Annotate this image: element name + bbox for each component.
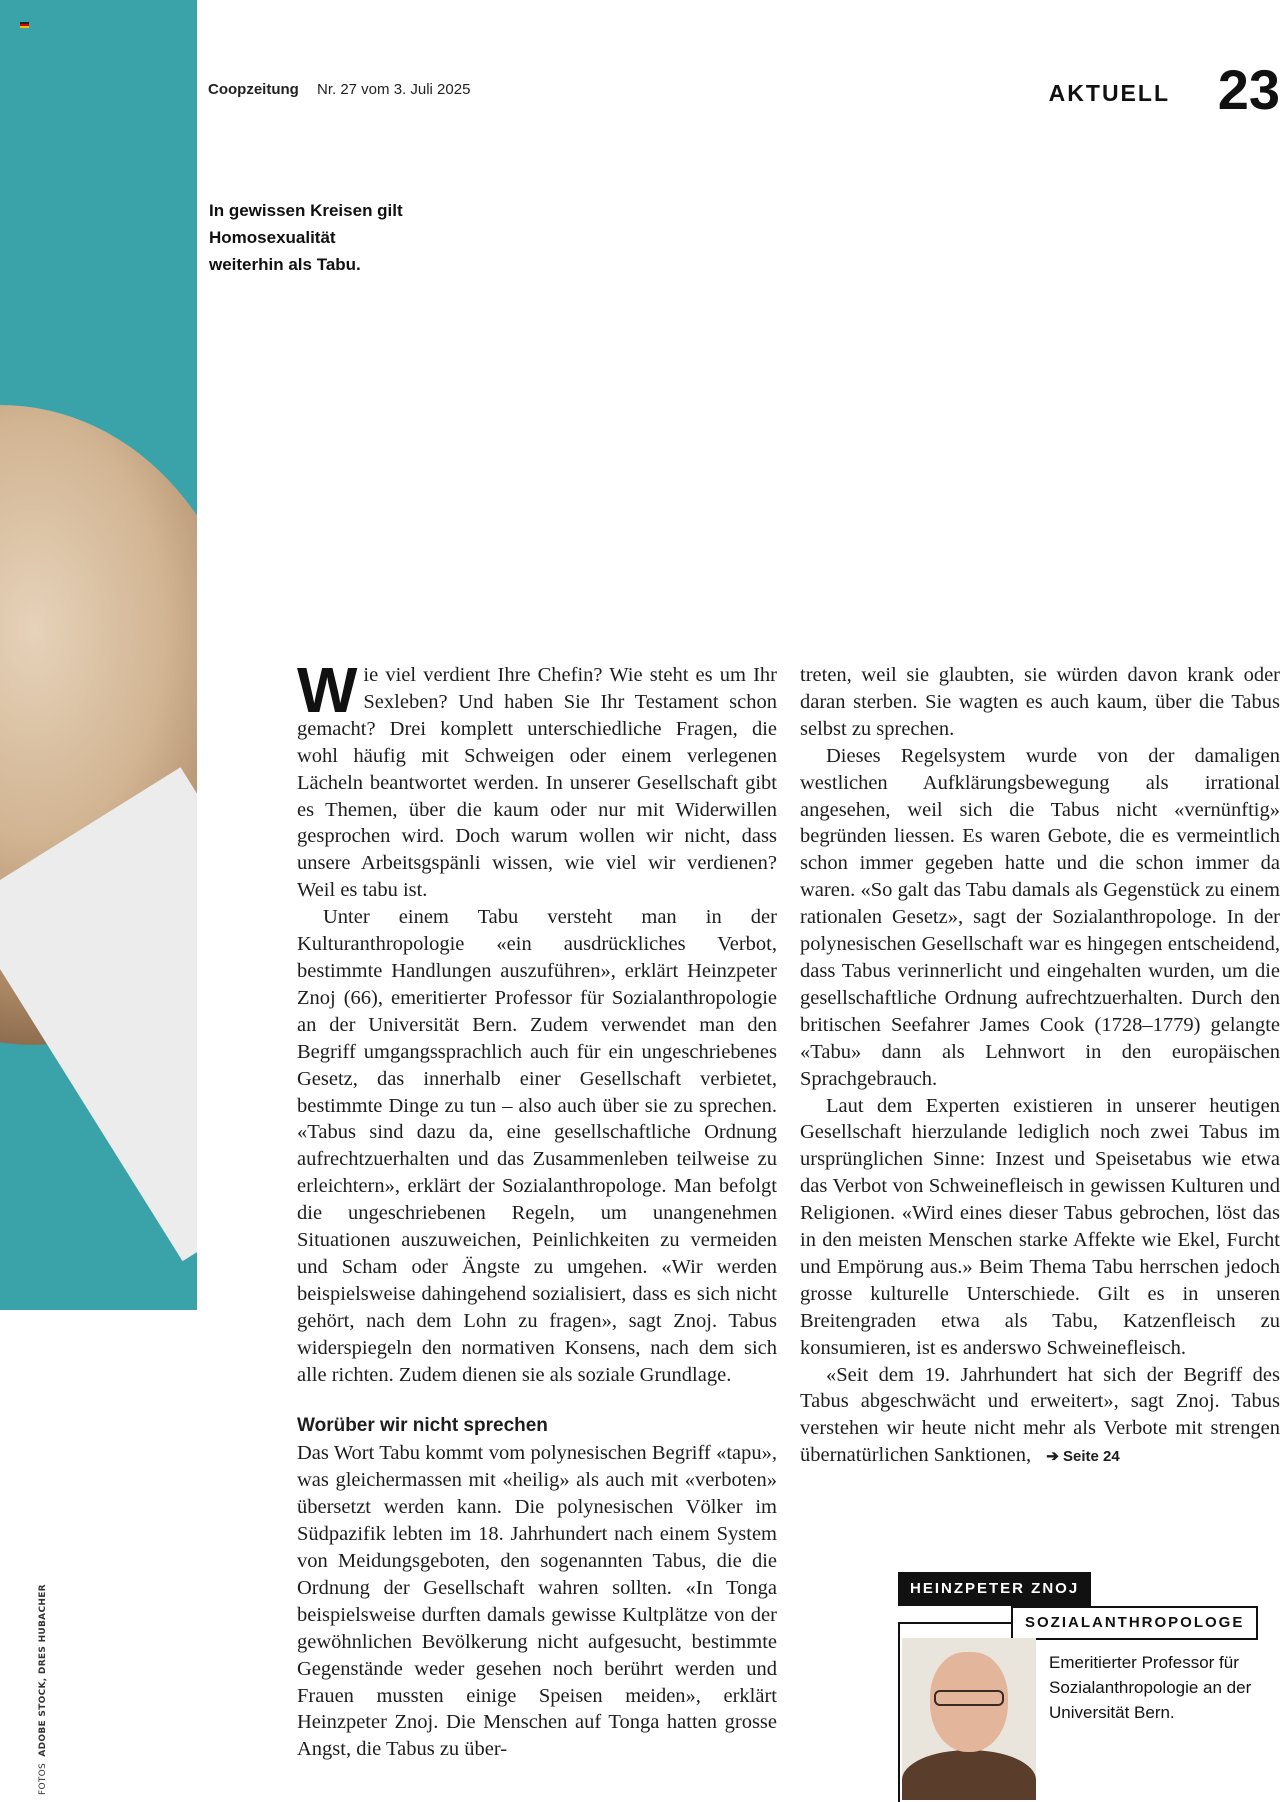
portrait-body [902,1750,1036,1800]
flag-icon [20,22,29,28]
glasses-icon [934,1690,1004,1706]
article-paragraph: Unter einem Tabu versteht man in der Kulturanthropologie «ein ausdrückliches Verbot, bestimmte Handlungen auszuführen», erklärt Heinzpeter Znoj (66), emeritierter Professor für Sozialanthropologie an der Universität Bern. Zudem verwendet man den Begriff umgangssprachlich auch für ein ungeschriebenes Gesetz, das innerhalb einer Gesellschaft verbietet, bestimmte Dinge zu tun – also auch über sie zu sprechen. «Tabus sind dazu da, eine gesellschaftliche Ordnung aufrechtzuerhalten und das Zusammenleben teilweise zu erleichtern», erklärt der Sozialanthropologe. Man befolgt die ungeschriebenen Regeln, um unangenehmen Situationen auszuweichen, Peinlichkeiten zu vermeiden und Scham oder Ängste zu umgehen. «Wir werden beispielsweise dahingehend sozialisiert, dass es sich nicht gehört, nach dem Lohn zu fragen», sagt Znoj. Tabus widerspiegeln den normativen Konsens, nach dem sich alle richten. Zudem dienen sie als soziale Grundlage. [297,906,777,1386]
article-subhead: Worüber wir nicht sprechen [297,1415,548,1437]
expert-role: SOZIALANTHROPOLOGE [1011,1606,1258,1640]
credit-names: ADOBE STOCK, DRES HUBACHER [38,1584,48,1757]
publication-name: Coopzeitung [208,81,299,98]
paragraph-text: ie viel verdient Ihre Chefin? Wie steht es um Ihr Sexleben? Und haben Sie Ihr Testament schon gemacht? Drei komplett unterschiedliche Fragen, die wohl häufig mit Schweigen oder einem verlegenen Lächeln beantwortet werden. In unserer Gesellschaft gibt es Themen, über die kaum oder nur mit Widerwillen gesprochen wird. Doch warum wollen wir nicht, dass unsere Arbeitsgspänli wissen, wie viel wir verdienen? Weil es tabu ist. [297,664,777,902]
page-header [208,81,470,98]
expert-portrait [902,1638,1036,1800]
hero-photo [0,0,197,1310]
page-number: 23 [1217,58,1280,121]
expert-description: Emeritierter Professor für Sozialanthropologie an der Universität Bern. [1049,1653,1252,1722]
article-paragraph [297,654,777,904]
section-label: AKTUELL [1048,80,1170,106]
paragraph-text: «Seit dem 19. Jahrhundert hat sich der Begriff des Tabus abgeschwächt und erweitert», sagt Znoj. Tabus verstehen wir heute nicht mehr als Verbote mit strengen übernatürlichen Sanktionen, [800,1363,1280,1467]
article-paragraph: Laut dem Experten existieren in unserer heutigen Gesellschaft hierzulande lediglich noch zwei Tabus im ursprünglichen Sinne: Inzest und Speisetabus wie etwa das Verbot von Schweinefleisch in gewissen Kulturen und Religionen. «Wird eines dieser Tabus gebrochen, löst das in den meisten Menschen starke Affekte wie Ekel, Furcht und Empörung aus.» Beim Thema Tabu herrschen jedoch grosse kulturelle Unterschiede. Gilt es in unseren Breitengraden etwa als Tabu, Katzenfleisch zu konsumieren, ist es anderswo Schweinefleisch. [800,1094,1280,1359]
photo-credit [38,1584,48,1795]
article-paragraph [800,1362,1280,1472]
expert-name: HEINZPETER ZNOJ [898,1572,1091,1606]
dropcap: W [297,654,358,726]
article-column-2 [800,662,1280,1471]
photo-caption: In gewissen Kreisen gilt Homosexualität weiterhin als Tabu. [209,201,403,274]
article-column-1 [297,654,777,1763]
expert-info-box [898,1572,1280,1800]
article-paragraph: treten, weil sie glaubten, sie würden davon krank oder daran sterben. Sie wagten es auch kaum, über die Tabus selbst zu sprechen. [800,664,1280,740]
continued-link[interactable]: ➔ Seite 24 [1046,1448,1120,1466]
credit-label: FOTOS [38,1762,48,1795]
article-paragraph: Das Wort Tabu kommt vom polynesischen Begriff «tapu», was gleichermassen mit «heilig» als auch mit «verboten» übersetzt werden kann. Die polynesischen Völker im Südpazifik lebten im 18. Jahrhundert nach einem System von Meidungsgeboten, den sogenannten Tabus, die die Ordnung der Gesellschaft wahren sollten. «In Tonga beispielsweise durften damals gewisse Kultplätze von der gewöhnlichen Bevölkerung nicht aufgesucht, bestimmte Gegenstände weder gesehen noch berührt werden und Frauen mussten einige Speisen meiden», erklärt Heinzpeter Znoj. Die Menschen auf Tonga hatten grosse Angst, die Tabus zu über- [297,1442,777,1761]
article-paragraph: Dieses Regelsystem wurde von der damaligen westlichen Aufklärungsbewegung als irrational angesehen, weil sich die Tabus nicht «vernünftig» begründen liessen. Es waren Gebote, die es vermeintlich schon immer gegeben hatte und die schon immer da waren. «So galt das Tabu damals als Gegenstück zu einem rationalen Gesetz», sagt der Sozialanthropologe. In der polynesischen Gesellschaft war es hingegen entscheidend, dass Tabus verinnerlicht und eingehalten wurden, um die gesellschaftliche Ordnung aufrechtzuerhalten. Durch den britischen Seefahrer James Cook (1728–1779) gelangte «Tabu» dann als Lehnwort in den europäischen Sprachgebrauch. [800,744,1280,1090]
issue-info: Nr. 27 vom 3. Juli 2025 [317,81,471,98]
